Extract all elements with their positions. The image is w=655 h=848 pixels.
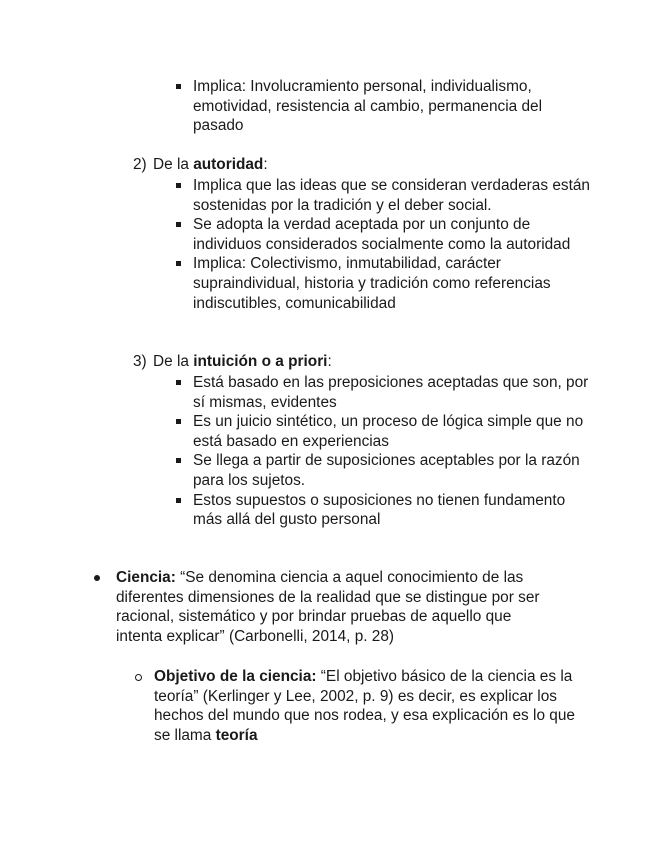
ciencia-definition: [116, 568, 556, 646]
section2-prefix: De la: [153, 156, 189, 173]
objetivo-term: Objetivo de la ciencia:: [154, 668, 317, 685]
list-item: Es un juicio sintético, un proceso de lógica simple que no está basado en experiencias: [193, 412, 593, 451]
objetivo-citation: (Kerlinger y Lee, 2002, p. 9): [202, 687, 394, 705]
section2-number: 2): [133, 156, 147, 173]
section2-term: autoridad: [193, 156, 264, 173]
section1-list: [193, 77, 593, 136]
section3-list: [193, 373, 593, 530]
objetivo-quote: “El objetivo básico de la ciencia es la teoría”: [154, 668, 573, 705]
list-item: Implica que las ideas que se consideran verdaderas están sostenidas por la tradición y el deber social.: [193, 176, 593, 215]
section3-number: 3): [133, 353, 147, 370]
section3-term: intuición o a priori: [193, 353, 328, 370]
section3-prefix: De la: [153, 353, 189, 370]
list-item: Implica: Colectivismo, inmutabilidad, carácter supraindividual, historia y tradición como referencias indiscutibles, comunicabilidad: [193, 254, 593, 313]
objetivo-final-term: teoría: [215, 726, 258, 744]
hollow-bullet-icon: [135, 674, 142, 681]
objetivo-text: es decir, es explicar los hechos del mundo que nos rodea, y esa explicación es lo que se llama: [154, 687, 575, 744]
section3-heading: [133, 352, 332, 372]
ciencia-term: Ciencia:: [116, 569, 176, 586]
list-item: Estos supuestos o suposiciones no tienen fundamento más allá del gusto personal: [193, 491, 593, 530]
list-item: Implica: Involucramiento personal, individualismo, emotividad, resistencia al cambio, permanencia del pasado: [193, 77, 593, 136]
list-item: Está basado en las preposiciones aceptadas que son, por sí mismas, evidentes: [193, 373, 593, 412]
section3-suffix: :: [327, 353, 332, 370]
ciencia-citation: (Carbonelli, 2014, p. 28): [228, 627, 395, 645]
list-item: Se adopta la verdad aceptada por un conjunto de individuos considerados socialmente como la autoridad: [193, 215, 593, 254]
list-item: Se llega a partir de suposiciones aceptables por la razón para los sujetos.: [193, 451, 593, 490]
section2-heading: [133, 155, 268, 175]
objetivo-definition: [154, 667, 584, 745]
bullet-icon: [94, 575, 100, 581]
section2-list: [193, 176, 593, 313]
section2-suffix: :: [263, 156, 268, 173]
ciencia-quote: “Se denomina ciencia a aquel conocimiento de las diferentes dimensiones de la realidad que se distingue por ser racional, sistemático y por brindar pruebas de aquello que intenta explicar”: [116, 569, 540, 645]
